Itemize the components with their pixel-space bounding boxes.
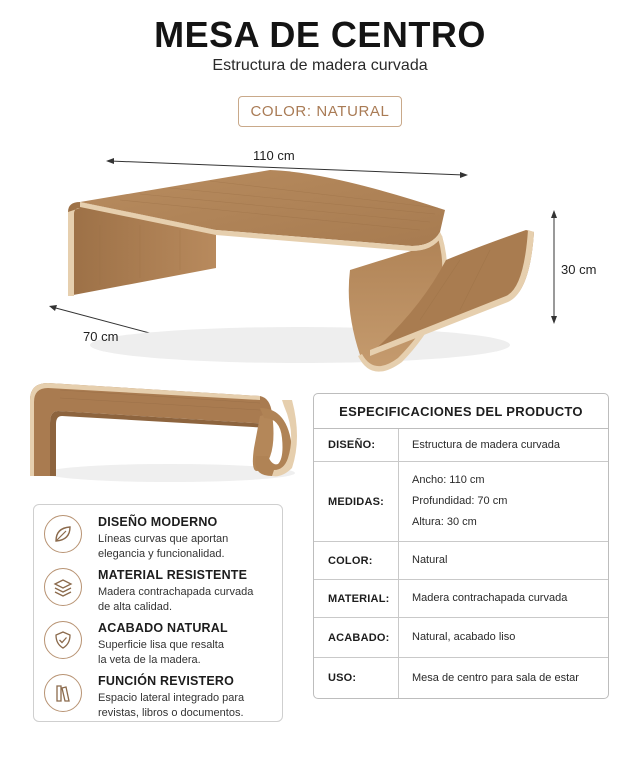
coffee-table-main-image: [40, 150, 610, 380]
table-row: [314, 580, 608, 618]
coffee-table-side-image: [20, 378, 300, 488]
depth-dimension-label: 70 cm: [83, 329, 119, 344]
table-row: [314, 618, 608, 658]
width-dimension-label: 110 cm: [253, 148, 295, 163]
page-subtitle: Estructura de madera curvada: [212, 57, 428, 74]
feature-description: Superficie lisa que resalta la veta de la madera.: [98, 639, 224, 666]
row-label: COLOR:: [314, 542, 399, 579]
magazine-rack-icon: [44, 674, 82, 712]
row-value: Mesa de centro para sala de estar: [412, 671, 579, 684]
feature-item-natural-finish: [34, 617, 284, 671]
row-value: Madera contrachapada curvada: [412, 592, 568, 604]
row-label: USO:: [314, 658, 399, 698]
table-row: [314, 542, 608, 580]
row-label: MEDIDAS:: [314, 462, 399, 541]
features-card: [33, 504, 283, 722]
feature-item-modern-design: [34, 511, 284, 565]
row-label: MATERIAL:: [314, 580, 399, 617]
feature-item-resistant-material: [34, 564, 284, 618]
feature-description: Madera contrachapada curvada de alta calidad.: [98, 586, 254, 613]
feature-title: DISEÑO MODERNO: [98, 515, 218, 529]
shield-check-icon: [44, 621, 82, 659]
specifications-table: [313, 393, 609, 699]
row-label: ACABADO:: [314, 618, 399, 657]
feature-title: FUNCIÓN REVISTERO: [98, 674, 235, 688]
feature-title: MATERIAL RESISTENTE: [98, 568, 248, 582]
feature-description: Líneas curvas que aportan elegancia y funcionalidad.: [98, 533, 229, 560]
color-badge: COLOR: NATURAL: [238, 96, 402, 127]
table-row: [314, 658, 608, 698]
height-dimension-label: 30 cm: [561, 262, 597, 277]
row-value: Natural, acabado liso: [412, 631, 516, 643]
feature-title: ACABADO NATURAL: [98, 621, 228, 635]
row-value: Natural: [412, 554, 448, 566]
row-label: DISEÑO:: [314, 429, 399, 461]
table-row: [314, 462, 608, 542]
feature-item-magazine-rack: [34, 670, 284, 724]
specifications-heading: ESPECIFICACIONES DEL PRODUCTO: [314, 394, 608, 429]
page-title: MESA DE CENTRO: [154, 14, 486, 55]
table-row: [314, 429, 608, 462]
layers-icon: [44, 568, 82, 606]
feature-description: Espacio lateral integrado para revistas, libros o documentos.: [98, 692, 245, 719]
row-value: Estructura de madera curvada: [412, 438, 560, 451]
leaf-icon: [44, 515, 82, 553]
row-value: Ancho: 110 cm Profundidad: 70 cm Altura: 30 cm: [412, 474, 508, 528]
